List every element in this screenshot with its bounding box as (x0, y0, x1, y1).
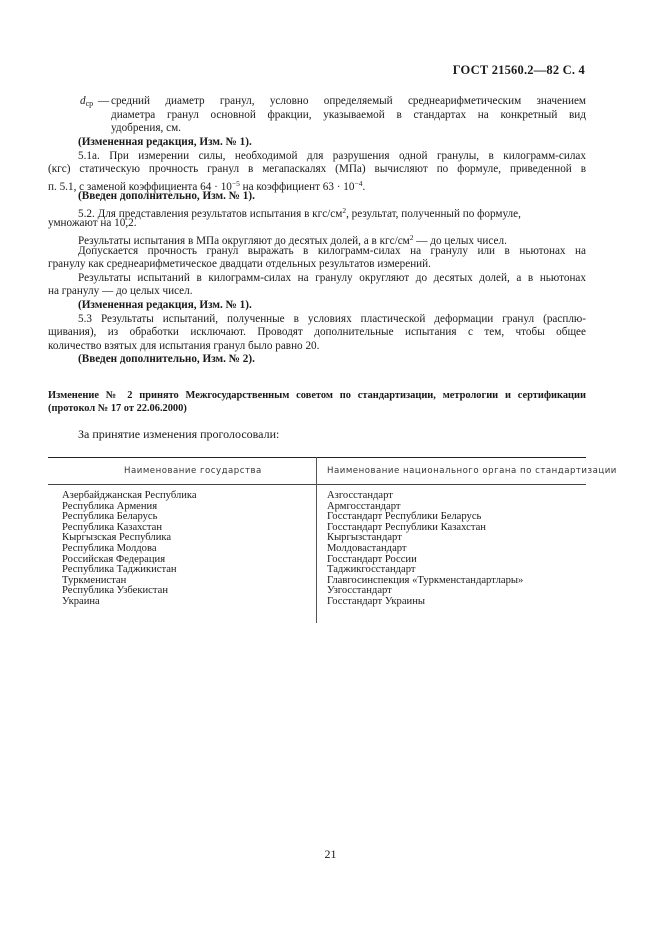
para-5-1a-line-2: (кгс) статическую прочность гранул в мегапаскалях (МПа) вычисляют по формуле, приведенной в (48, 163, 586, 175)
table-cell-state: Республика Армения (62, 500, 158, 512)
table-header-rule (48, 484, 586, 485)
table-cell-body: Госстандарт Республики Беларусь (327, 511, 482, 523)
para-5-2-line-2: умножают на 10,2. (48, 217, 137, 229)
para-results-line-2: на гранулу — до целых чисел. (48, 285, 193, 297)
table-cell-state: Азербайджанская Республика (62, 490, 197, 501)
table-cell-state: Туркменистан (62, 574, 127, 586)
page-header: ГОСТ 21560.2—82 С. 4 (452, 63, 585, 77)
definition-line-2: диаметра гранул основной фракции, указываемой в стандартах на конкретный вид (111, 109, 586, 121)
definition-line-1: средний диаметр гранул, условно определяемый среднеарифметическим значением (111, 95, 586, 107)
note-amended-1: (Измененная редакция, Изм. № 1). (78, 136, 252, 148)
table-cell-body: Госстандарт Республики Казахстан (327, 521, 486, 533)
states-column (62, 491, 197, 608)
table-top-rule (48, 457, 586, 458)
table-cell-state: Республика Беларусь (62, 511, 158, 523)
para-rounding: Результаты испытания в МПа округляют до десятых долей, а в кгс/$см^2$ — до целых чисел. (78, 233, 507, 247)
note-amended-2: (Измененная редакция, Изм. № 1). (78, 299, 252, 311)
table-cell-state: Российская Федерация (62, 553, 166, 565)
para-5-3-line-3: количество взятых для испытания гранул было равно 20. (48, 340, 320, 352)
table-cell-state: Украина (62, 595, 100, 607)
table-cell-state: Кыргызская Республика (62, 532, 172, 544)
note-added-2: (Введен дополнительно, Изм. № 2). (78, 353, 255, 365)
para-5-1a-line-3: п. 5.1, с заменой коэффициента $64 \cdot 10^{-5}$ на коэффициент $63 \cdot 10^{-4}$. (48, 179, 366, 193)
para-allowed-line-2: гранулу как среднеарифметическое двадцати отдельных результатов измерений. (48, 258, 431, 270)
table-cell-state: Республика Молдова (62, 542, 157, 554)
table-cell-body: Таджикгосстандарт (327, 564, 416, 576)
table-cell-body: Узгосстандарт (327, 585, 392, 597)
table-cell-body: Главгосинспекция «Туркменстандартлары» (327, 574, 524, 586)
definition-symbol: $d_{ср}$ (80, 95, 94, 108)
table-cell-state: Республика Таджикистан (62, 564, 177, 576)
table-cell-body: Азгосстандарт (327, 490, 393, 501)
table-cell-state: Республика Узбекистан (62, 585, 169, 597)
table-cell-body: Кыргызстандарт (327, 532, 402, 544)
table-cell-state: Республика Казахстан (62, 521, 163, 533)
table-cell-body: Молдовастандарт (327, 542, 407, 554)
table-header-state: Наименование государства (124, 466, 262, 476)
vote-text: За принятие изменения проголосовали: (78, 427, 280, 441)
table-header-body: Наименование национального органа по стандартизации (327, 466, 617, 476)
para-5-3-line-2: щивания), из обработки исключают. Проводят дополнительные испытания с тем, чтобы общее (48, 326, 586, 338)
note-added-1: (Введен дополнительно, Изм. № 1). (78, 190, 255, 202)
page-number: 21 (324, 847, 337, 861)
definition-dash: — (98, 95, 110, 107)
definition-line-3: удобрения, см. (111, 122, 181, 134)
table-cell-body: Госстандарт России (327, 553, 417, 565)
table-cell-body: Армгосстандарт (327, 500, 401, 512)
para-5-3-line-1: 5.3 Результаты испытаний, полученные в условиях пластической деформации гранул (расплю- (78, 313, 586, 325)
table-column-divider (316, 457, 317, 623)
change-title: Изменение № 2 принято Межгосударственным советом по стандартизации, метрологии и сертификации (протокол № 17 от 22.06.2000) (48, 390, 586, 414)
para-5-2-line-1: 5.2. Для представления результатов испытания в кгс/$см^2$, результат, полученный по формуле, (78, 206, 521, 220)
para-5-1a-line-1: 5.1а. При измерении силы, необходимой для разрушения одной гранулы, в килограмм-силах (78, 150, 586, 162)
bodies-column (327, 491, 523, 608)
para-allowed-line-1: Допускается прочность гранул выражать в килограмм-силах на гранулу или в ньютонах на (78, 245, 586, 257)
para-results-line-1: Результаты испытаний в килограмм-силах на гранулу округляют до десятых долей, а в ньютонах (78, 272, 586, 284)
table-cell-body: Госстандарт Украины (327, 595, 425, 607)
